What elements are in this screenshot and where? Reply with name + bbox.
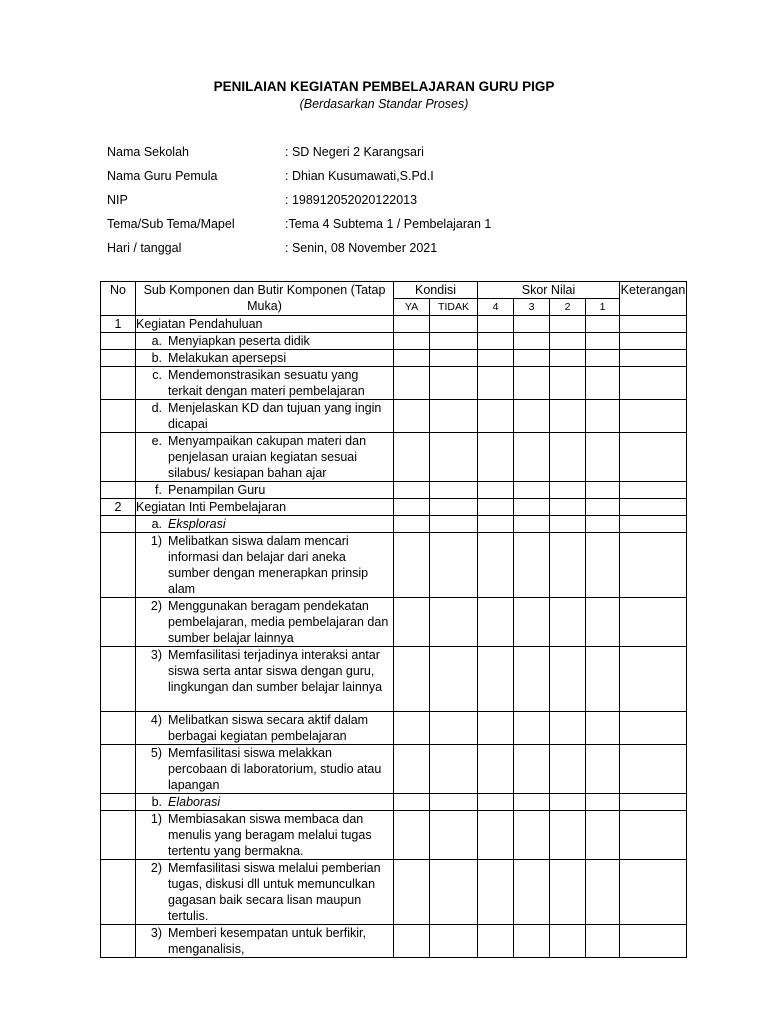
info-row-school <box>107 144 667 168</box>
row-number <box>101 400 136 433</box>
tidak-cell[interactable] <box>430 860 478 925</box>
score-3-cell[interactable] <box>514 860 550 925</box>
item-marker: 4) <box>150 713 162 727</box>
item-content <box>136 482 393 498</box>
item-content <box>136 712 393 744</box>
item-marker: 2) <box>150 861 162 875</box>
score-1-cell[interactable] <box>586 516 620 533</box>
score-1-cell[interactable] <box>586 811 620 860</box>
item-cell <box>136 350 394 367</box>
keterangan-cell[interactable] <box>620 860 687 925</box>
keterangan-cell[interactable] <box>620 333 687 350</box>
ya-cell[interactable] <box>394 316 430 333</box>
info-value: :Tema 4 Subtema 1 / Pembelajaran 1 <box>285 217 492 231</box>
keterangan-cell[interactable] <box>620 516 687 533</box>
item-cell <box>136 533 394 598</box>
tidak-cell[interactable] <box>430 647 478 712</box>
info-value: : 198912052020122013 <box>285 193 418 207</box>
score-3-cell[interactable] <box>514 367 550 400</box>
keterangan-cell[interactable] <box>620 367 687 400</box>
row-number <box>101 482 136 499</box>
row-number <box>101 745 136 794</box>
info-label: Hari / tanggal <box>107 241 182 255</box>
item-text: Penampilan Guru <box>168 483 266 497</box>
item-cell <box>136 516 394 533</box>
score-2-cell[interactable] <box>550 811 586 860</box>
item-content <box>136 433 393 481</box>
score-4-cell[interactable] <box>478 482 514 499</box>
row-number <box>101 925 136 958</box>
score-4-cell[interactable] <box>478 367 514 400</box>
score-2-cell[interactable] <box>550 925 586 958</box>
score-4-cell[interactable] <box>478 533 514 598</box>
table-row <box>101 647 687 712</box>
keterangan-cell[interactable] <box>620 533 687 598</box>
item-content <box>136 794 393 810</box>
score-1-cell[interactable] <box>586 712 620 745</box>
info-label: NIP <box>107 193 128 207</box>
item-text: Menjelaskan KD dan tujuan yang ingin dicapai <box>168 401 382 431</box>
table-row <box>101 712 687 745</box>
ya-cell[interactable] <box>394 482 430 499</box>
item-text: Memfasilitasi terjadinya interaksi antar siswa serta antar siswa dengan guru, lingkungan dan sumber belajar lainnya <box>168 648 383 694</box>
ya-cell[interactable] <box>394 860 430 925</box>
tidak-cell[interactable] <box>430 712 478 745</box>
item-text: Melakukan apersepsi <box>168 351 287 365</box>
item-text: Menyampaikan cakupan materi dan penjelasan uraian kegiatan sesuai silabus/ kesiapan bahan ajar <box>168 434 367 480</box>
header-keterangan: Keterangan <box>620 282 687 316</box>
score-3-cell[interactable] <box>514 533 550 598</box>
ya-cell[interactable] <box>394 516 430 533</box>
item-marker: a. <box>151 517 162 531</box>
score-2-cell[interactable] <box>550 745 586 794</box>
score-1-cell[interactable] <box>586 925 620 958</box>
item-cell <box>136 400 394 433</box>
score-2-cell[interactable] <box>550 400 586 433</box>
row-number <box>101 516 136 533</box>
item-content <box>136 860 393 924</box>
assessment-table <box>100 281 687 958</box>
row-number <box>101 367 136 400</box>
tidak-cell[interactable] <box>430 482 478 499</box>
keterangan-cell[interactable] <box>620 400 687 433</box>
ya-cell[interactable] <box>394 533 430 598</box>
info-label: Nama Sekolah <box>107 145 189 159</box>
ya-cell[interactable] <box>394 350 430 367</box>
keterangan-cell[interactable] <box>620 316 687 333</box>
row-number <box>101 811 136 860</box>
item-cell <box>136 794 394 811</box>
table-body <box>101 316 687 958</box>
score-3-cell[interactable] <box>514 316 550 333</box>
header-score-1: 1 <box>586 299 620 316</box>
ya-cell[interactable] <box>394 647 430 712</box>
keterangan-cell[interactable] <box>620 745 687 794</box>
score-3-cell[interactable] <box>514 598 550 647</box>
keterangan-cell[interactable] <box>620 794 687 811</box>
table-row <box>101 811 687 860</box>
item-content <box>136 350 393 366</box>
item-content <box>136 333 393 349</box>
item-cell <box>136 433 394 482</box>
item-cell <box>136 647 394 712</box>
score-4-cell[interactable] <box>478 499 514 516</box>
item-marker: 3) <box>150 648 162 662</box>
ya-cell[interactable] <box>394 433 430 482</box>
ya-cell[interactable] <box>394 333 430 350</box>
item-text: Memberi kesempatan untuk berfikir, menganalisis, <box>168 926 367 956</box>
score-3-cell[interactable] <box>514 516 550 533</box>
score-1-cell[interactable] <box>586 533 620 598</box>
table-row <box>101 367 687 400</box>
score-1-cell[interactable] <box>586 367 620 400</box>
item-cell <box>136 333 394 350</box>
item-content <box>136 811 393 859</box>
ya-cell[interactable] <box>394 598 430 647</box>
ya-cell[interactable] <box>394 794 430 811</box>
keterangan-cell[interactable] <box>620 499 687 516</box>
ya-cell[interactable] <box>394 712 430 745</box>
score-3-cell[interactable] <box>514 647 550 712</box>
item-content <box>136 925 393 957</box>
tidak-cell[interactable] <box>430 598 478 647</box>
item-text: Memfasilitasi siswa melakkan percobaan di laboratorium, studio atau lapangan <box>168 746 382 792</box>
keterangan-cell[interactable] <box>620 433 687 482</box>
section-title: Kegiatan Inti Pembelajaran <box>136 499 394 516</box>
score-1-cell[interactable] <box>586 499 620 516</box>
table-row <box>101 400 687 433</box>
ya-cell[interactable] <box>394 745 430 794</box>
score-2-cell[interactable] <box>550 598 586 647</box>
tidak-cell[interactable] <box>430 350 478 367</box>
score-2-cell[interactable] <box>550 712 586 745</box>
item-cell <box>136 367 394 400</box>
item-marker: 1) <box>150 812 162 826</box>
score-1-cell[interactable] <box>586 860 620 925</box>
item-content <box>136 533 393 597</box>
header-component: Sub Komponen dan Butir Komponen (Tatap Muka) <box>136 282 394 316</box>
table-row <box>101 516 687 533</box>
score-4-cell[interactable] <box>478 647 514 712</box>
table-row <box>101 482 687 499</box>
score-3-cell[interactable] <box>514 794 550 811</box>
score-1-cell[interactable] <box>586 482 620 499</box>
header-skor: Skor Nilai <box>478 282 620 299</box>
score-2-cell[interactable] <box>550 516 586 533</box>
keterangan-cell[interactable] <box>620 925 687 958</box>
ya-cell[interactable] <box>394 367 430 400</box>
score-2-cell[interactable] <box>550 647 586 712</box>
score-1-cell[interactable] <box>586 333 620 350</box>
tidak-cell[interactable] <box>430 499 478 516</box>
score-3-cell[interactable] <box>514 433 550 482</box>
item-content <box>136 367 393 399</box>
info-label: Tema/Sub Tema/Mapel <box>107 217 235 231</box>
header-tidak: TIDAK <box>430 299 478 316</box>
tidak-cell[interactable] <box>430 794 478 811</box>
score-3-cell[interactable] <box>514 333 550 350</box>
score-4-cell[interactable] <box>478 516 514 533</box>
score-1-cell[interactable] <box>586 400 620 433</box>
table-row <box>101 794 687 811</box>
keterangan-cell[interactable] <box>620 811 687 860</box>
score-4-cell[interactable] <box>478 400 514 433</box>
score-4-cell[interactable] <box>478 316 514 333</box>
score-3-cell[interactable] <box>514 499 550 516</box>
score-2-cell[interactable] <box>550 316 586 333</box>
score-2-cell[interactable] <box>550 482 586 499</box>
tidak-cell[interactable] <box>430 925 478 958</box>
item-marker: 2) <box>150 599 162 613</box>
score-1-cell[interactable] <box>586 794 620 811</box>
score-4-cell[interactable] <box>478 794 514 811</box>
section-row <box>101 316 687 333</box>
ya-cell[interactable] <box>394 499 430 516</box>
score-2-cell[interactable] <box>550 794 586 811</box>
item-marker: 1) <box>150 534 162 548</box>
score-1-cell[interactable] <box>586 745 620 794</box>
tidak-cell[interactable] <box>430 400 478 433</box>
header-ya: YA <box>394 299 430 316</box>
document-subtitle: (Berdasarkan Standar Proses) <box>299 97 469 111</box>
item-cell <box>136 712 394 745</box>
score-3-cell[interactable] <box>514 745 550 794</box>
row-number <box>101 533 136 598</box>
item-content <box>136 745 393 793</box>
item-text: Eksplorasi <box>168 517 226 531</box>
score-1-cell[interactable] <box>586 433 620 482</box>
header-score-2: 2 <box>550 299 586 316</box>
info-value: : Dhian Kusumawati,S.Pd.I <box>285 169 434 183</box>
tidak-cell[interactable] <box>430 745 478 794</box>
score-2-cell[interactable] <box>550 350 586 367</box>
item-text: Menyiapkan peserta didik <box>168 334 310 348</box>
row-number: 2 <box>101 499 136 516</box>
item-cell <box>136 745 394 794</box>
row-number <box>101 860 136 925</box>
ya-cell[interactable] <box>394 400 430 433</box>
info-row-date <box>107 240 667 264</box>
identity-info <box>107 144 667 264</box>
header-score-4: 4 <box>478 299 514 316</box>
table-row <box>101 333 687 350</box>
item-cell <box>136 811 394 860</box>
tidak-cell[interactable] <box>430 367 478 400</box>
item-content <box>136 516 393 532</box>
table-row <box>101 925 687 958</box>
score-2-cell[interactable] <box>550 499 586 516</box>
score-3-cell[interactable] <box>514 482 550 499</box>
item-marker: b. <box>151 795 162 809</box>
info-row-teacher <box>107 168 667 192</box>
info-value: : SD Negeri 2 Karangsari <box>285 145 424 159</box>
keterangan-cell[interactable] <box>620 350 687 367</box>
section-row <box>101 499 687 516</box>
score-1-cell[interactable] <box>586 350 620 367</box>
info-row-nip <box>107 192 667 216</box>
item-marker: a. <box>151 334 162 348</box>
row-number: 1 <box>101 316 136 333</box>
item-text: Elaborasi <box>168 795 221 809</box>
item-content <box>136 400 393 432</box>
score-2-cell[interactable] <box>550 860 586 925</box>
score-1-cell[interactable] <box>586 598 620 647</box>
tidak-cell[interactable] <box>430 333 478 350</box>
score-3-cell[interactable] <box>514 350 550 367</box>
table-row <box>101 350 687 367</box>
item-text: Mendemonstrasikan sesuatu yang terkait dengan materi pembelajaran <box>168 368 365 398</box>
score-2-cell[interactable] <box>550 533 586 598</box>
table-row <box>101 860 687 925</box>
score-3-cell[interactable] <box>514 811 550 860</box>
document-title: PENILAIAN KEGIATAN PEMBELAJARAN GURU PIGP <box>213 79 555 94</box>
info-label: Nama Guru Pemula <box>107 169 218 183</box>
row-number <box>101 433 136 482</box>
row-number <box>101 350 136 367</box>
score-3-cell[interactable] <box>514 712 550 745</box>
item-cell <box>136 925 394 958</box>
item-content <box>136 647 393 695</box>
tidak-cell[interactable] <box>430 433 478 482</box>
score-3-cell[interactable] <box>514 925 550 958</box>
item-cell <box>136 860 394 925</box>
row-number <box>101 333 136 350</box>
keterangan-cell[interactable] <box>620 482 687 499</box>
item-cell <box>136 482 394 499</box>
row-number <box>101 712 136 745</box>
row-number <box>101 598 136 647</box>
keterangan-cell[interactable] <box>620 712 687 745</box>
item-content <box>136 598 393 646</box>
ya-cell[interactable] <box>394 811 430 860</box>
row-number <box>101 647 136 712</box>
score-4-cell[interactable] <box>478 598 514 647</box>
item-marker: b. <box>151 351 162 365</box>
score-4-cell[interactable] <box>478 333 514 350</box>
item-text: Memfasilitasi siswa melalui pemberian tugas, diskusi dll untuk memunculkan gagasan baik secara lisan maupun tertulis. <box>168 861 381 923</box>
tidak-cell[interactable] <box>430 811 478 860</box>
item-marker: f. <box>155 483 162 497</box>
score-4-cell[interactable] <box>478 712 514 745</box>
score-4-cell[interactable] <box>478 350 514 367</box>
score-4-cell[interactable] <box>478 811 514 860</box>
ya-cell[interactable] <box>394 925 430 958</box>
item-marker: c. <box>152 368 162 382</box>
keterangan-cell[interactable] <box>620 598 687 647</box>
table-row <box>101 598 687 647</box>
info-row-theme <box>107 216 667 240</box>
item-text: Membiasakan siswa membaca dan menulis yang beragam melalui tugas tertentu yang bermakna. <box>168 812 372 858</box>
table-row <box>101 433 687 482</box>
tidak-cell[interactable] <box>430 516 478 533</box>
score-2-cell[interactable] <box>550 333 586 350</box>
header-no: No <box>101 282 136 316</box>
item-text: Menggunakan beragam pendekatan pembelajaran, media pembelajaran dan sumber belajar lainnya <box>168 599 389 645</box>
item-marker: e. <box>151 434 162 448</box>
tidak-cell[interactable] <box>430 316 478 333</box>
item-marker: 5) <box>150 746 162 760</box>
score-4-cell[interactable] <box>478 433 514 482</box>
info-value: : Senin, 08 November 2021 <box>285 241 438 255</box>
score-4-cell[interactable] <box>478 925 514 958</box>
score-1-cell[interactable] <box>586 316 620 333</box>
tidak-cell[interactable] <box>430 533 478 598</box>
table-row <box>101 533 687 598</box>
item-cell <box>136 598 394 647</box>
score-2-cell[interactable] <box>550 433 586 482</box>
score-2-cell[interactable] <box>550 367 586 400</box>
score-3-cell[interactable] <box>514 400 550 433</box>
score-4-cell[interactable] <box>478 860 514 925</box>
item-marker: d. <box>151 401 162 415</box>
header-kondisi: Kondisi <box>394 282 478 299</box>
score-4-cell[interactable] <box>478 745 514 794</box>
header-score-3: 3 <box>514 299 550 316</box>
row-number <box>101 794 136 811</box>
item-marker: 3) <box>150 926 162 940</box>
table-row <box>101 745 687 794</box>
keterangan-cell[interactable] <box>620 647 687 712</box>
item-text: Melibatkan siswa dalam mencari informasi dan belajar dari aneka sumber dengan menerapkan prinsip alam <box>168 534 369 596</box>
score-1-cell[interactable] <box>586 647 620 712</box>
item-text: Melibatkan siswa secara aktif dalam berbagai kegiatan pembelajaran <box>168 713 369 743</box>
section-title: Kegiatan Pendahuluan <box>136 316 394 333</box>
